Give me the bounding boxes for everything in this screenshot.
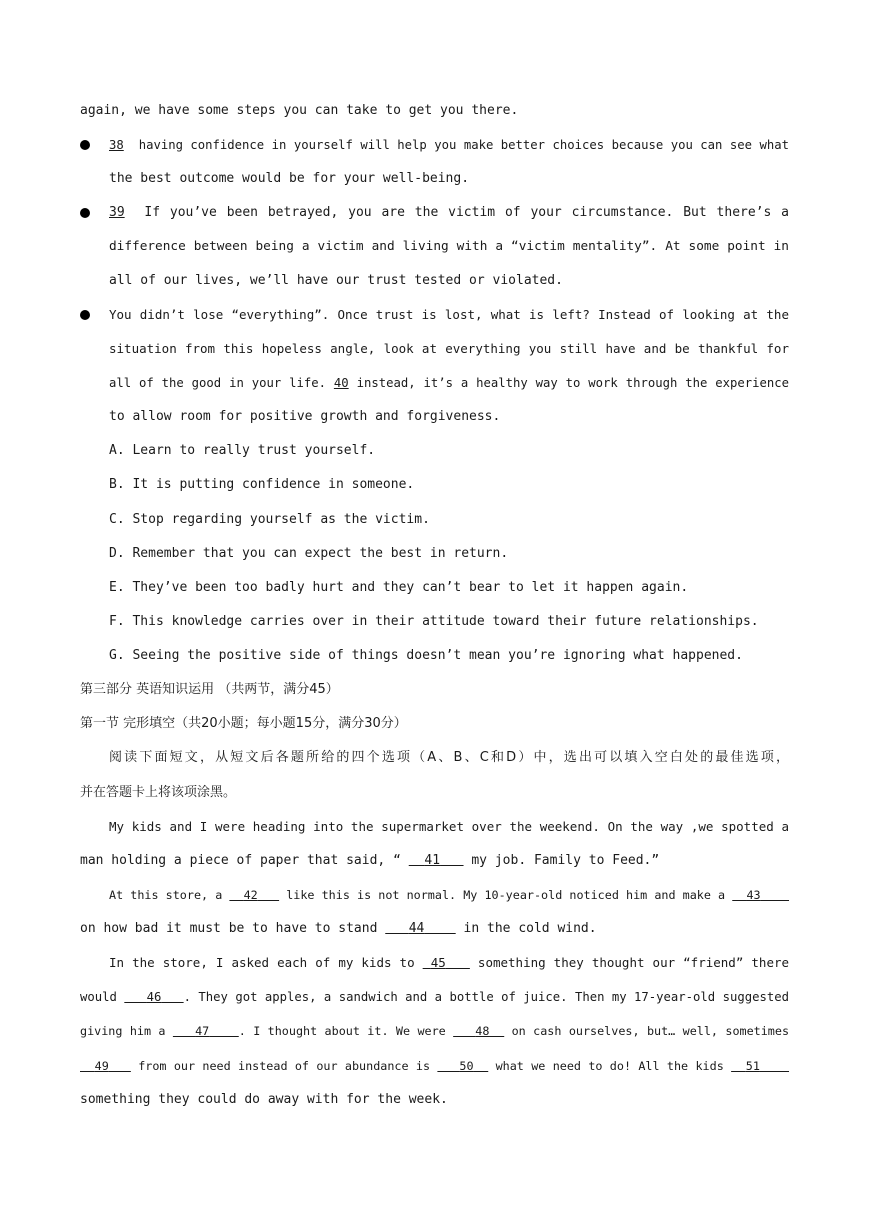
bullet-39-line1: 39 If you’ve been betrayed, you are the victim of your circumstance. But there’s a xyxy=(109,205,790,220)
passage-p3-line1: In the store, I asked each of my kids to 45 something they thought our “friend” there xyxy=(109,955,790,970)
blank-43: 43 xyxy=(746,888,761,902)
blank-45: 45 xyxy=(430,955,446,970)
passage-p3-line4: 49 from our need instead of our abundance is 50 what we need to do! All the kids 51 xyxy=(80,1057,789,1075)
blank-47: 47 xyxy=(195,1024,210,1038)
blank-49: 49 xyxy=(94,1059,109,1073)
passage-p1-line2: man holding a piece of paper that said, “ 41 my job. Family to Feed.” xyxy=(80,853,660,868)
option-a: A. Learn to really trust yourself. xyxy=(109,443,376,458)
bullet-3-line2: situation from this hopeless angle, look at everything you still have and be thankful for xyxy=(109,341,789,356)
intro-line: again, we have some steps you can take to get you there. xyxy=(80,103,519,118)
option-g: G. Seeing the positive side of things doesn’t mean you’re ignoring what happened. xyxy=(109,648,743,663)
section-part-heading: 第三部分 英语知识运用 （共两节，满分45） xyxy=(80,682,339,697)
blank-50: 50 xyxy=(459,1059,474,1073)
instruction-line1: 阅读下面短文，从短文后各题所给的四个选项（A、B、C和D）中，选出可以填入空白处的最佳选项， xyxy=(109,750,789,765)
bullet-3-line1: You didn’t lose “everything”. Once trust is lost, what is left? Instead of looking at the xyxy=(109,307,789,322)
option-b: B. It is putting confidence in someone. xyxy=(109,477,415,492)
option-f: F. This knowledge carries over in their attitude toward their future relationships. xyxy=(109,614,759,629)
passage-p3-line2: would 46 . They got apples, a sandwich and a bottle of juice. Then my 17-year-old suggested xyxy=(80,990,789,1004)
option-e: E. They’ve been too badly hurt and they can’t bear to let it happen again. xyxy=(109,580,689,595)
blank-40: 40 xyxy=(333,376,349,390)
option-c: C. Stop regarding yourself as the victim. xyxy=(109,512,430,527)
bullet-39-line2: difference between being a victim and living with a “victim mentality”. At some point in xyxy=(109,239,789,254)
blank-44: 44 xyxy=(408,921,425,936)
passage-p2-line1: At this store, a 42 like this is not normal. My 10-year-old noticed him and make a 43 xyxy=(109,886,789,904)
passage-p2-line2: on how bad it must be to have to stand 44 in the cold wind. xyxy=(80,921,597,936)
section-sub-heading: 第一节 完形填空（共20小题；每小题15分，满分30分） xyxy=(80,716,407,731)
blank-39: 39 xyxy=(109,205,125,220)
bullet-dot xyxy=(80,208,90,218)
blank-46: 46 xyxy=(146,990,162,1004)
blank-38: 38 xyxy=(109,138,124,152)
blank-42: 42 xyxy=(243,888,258,902)
passage-p3-line3: giving him a 47 . I thought about it. We were 48 on cash ourselves, but… well, sometimes xyxy=(80,1024,790,1038)
bullet-38-line2: the best outcome would be for your well-being. xyxy=(109,171,470,186)
bullet-38-line1: 38 having confidence in yourself will help you make better choices because you can see what xyxy=(109,138,789,152)
blank-48: 48 xyxy=(475,1024,490,1038)
bullet-3-line4: to allow room for positive growth and forgiveness. xyxy=(109,409,501,424)
passage-p3-line5: something they could do away with for the week. xyxy=(80,1092,448,1107)
bullet-39-line3: all of our lives, we’ll have our trust tested or violated. xyxy=(109,273,563,288)
passage-p1-line1: My kids and I were heading into the supermarket over the weekend. On the way ,we spotted a xyxy=(109,819,789,834)
bullet-3-line3: all of the good in your life. 40 instead, it’s a healthy way to work through the experience xyxy=(109,376,789,390)
bullet-dot xyxy=(80,310,90,320)
instruction-line2: 并在答题卡上将该项涂黑。 xyxy=(80,785,237,800)
option-d: D. Remember that you can expect the best in return. xyxy=(109,546,509,561)
blank-51: 51 xyxy=(745,1059,760,1073)
bullet-dot xyxy=(80,140,90,150)
blank-41: 41 xyxy=(424,853,441,868)
